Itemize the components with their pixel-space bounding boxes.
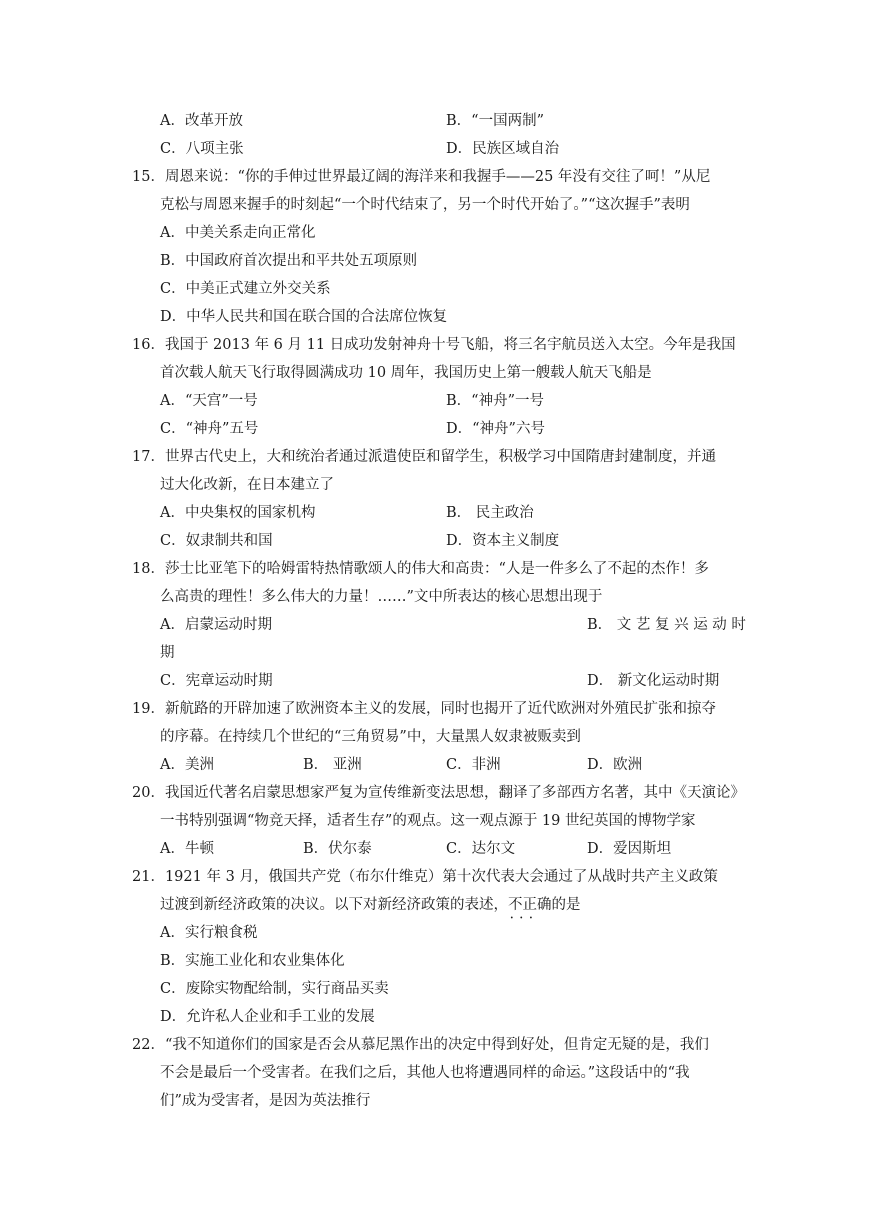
q14-option-c: C．八项主张 <box>160 141 244 157</box>
q21-option-b: B．实施工业化和农业集体化 <box>160 953 345 969</box>
q17-option-c: C．奴隶制共和国 <box>160 533 273 549</box>
q22-stem-line-1: 22．“我不知道你们的国家是否会从慕尼黑作出的决定中得到好处，但肯定无疑的是，我们 <box>132 1037 709 1053</box>
q21-stem-line-1: 21．1921 年 3 月，俄国共产党（布尔什维克）第十次代表大会通过了从战时共产主义政策 <box>132 869 718 885</box>
q15-option-c: C．中美正式建立外交关系 <box>160 281 331 297</box>
q21-option-a: A．实行粮食税 <box>160 925 258 941</box>
q14-option-a: A．改革开放 <box>160 113 243 129</box>
q17-option-b: B． 民主政治 <box>446 505 534 521</box>
q16-option-c: C．“神舟”五号 <box>160 421 259 437</box>
q16-option-b: B．“神舟”一号 <box>446 393 544 409</box>
q17-stem-line-2: 过大化改新，在日本建立了 <box>160 477 334 493</box>
q15-stem-line-2: 克松与周恩来握手的时刻起“一个时代结束了，另一个时代开始了。”“这次握手”表明 <box>160 197 690 213</box>
q17-stem-line-1: 17．世界古代史上，大和统治者通过派遣使臣和留学生，积极学习中国隋唐封建制度，并通 <box>132 449 716 465</box>
q14-option-b: B．“一国两制” <box>446 113 544 129</box>
q20-option-a: A．牛顿 <box>160 841 214 857</box>
q22-stem-line-2: 不会是最后一个受害者。在我们之后，其他人也将遭遇同样的命运。”这段话中的“我 <box>160 1065 690 1081</box>
q20-option-c: C．达尔文 <box>446 841 516 857</box>
q18-stem-line-2: 么高贵的理性！多么伟大的力量！……”文中所表达的核心思想出现于 <box>160 589 603 605</box>
q19-option-c: C．非洲 <box>446 757 501 773</box>
q16-option-a: A．“天宫”一号 <box>160 393 258 409</box>
q16-stem-line-1: 16．我国于 2013 年 6 月 11 日成功发射神舟十号飞船，将三名宇航员送入太空。今年是我国 <box>132 337 736 353</box>
q20-option-d: D．爱因斯坦 <box>587 841 672 857</box>
q19-option-b: B． 亚洲 <box>303 757 362 773</box>
q18-option-c: C．宪章运动时期 <box>160 673 273 689</box>
q16-stem-line-2: 首次载人航天飞行取得圆满成功 10 周年，我国历史上第一艘载人航天飞船是 <box>160 365 652 381</box>
q19-option-d: D．欧洲 <box>587 757 643 773</box>
q14-option-d: D．民族区域自治 <box>446 141 560 157</box>
q15-stem-line-1: 15．周恩来说：“你的手伸过世界最辽阔的海洋来和我握手——25 年没有交往了呵！”从尼 <box>132 169 711 185</box>
q21-option-c: C．废除实物配给制，实行商品买卖 <box>160 981 389 997</box>
q21-stem-tail: 的是 <box>551 897 581 913</box>
q15-option-b: B．中国政府首次提出和平共处五项原则 <box>160 253 418 269</box>
q17-option-a: A．中央集权的国家机构 <box>160 505 316 521</box>
q22-stem-line-3: 们”成为受害者，是因为英法推行 <box>160 1093 371 1109</box>
q20-stem-line-1: 20．我国近代著名启蒙思想家严复为宣传维新变法思想，翻译了多部西方名著，其中《天演论》 <box>132 785 745 801</box>
q15-option-d: D．中华人民共和国在联合国的合法席位恢复 <box>160 309 448 325</box>
q19-stem-line-1: 19．新航路的开辟加速了欧洲资本主义的发展，同时也揭开了近代欧洲对外殖民扩张和掠夺 <box>132 701 716 717</box>
q19-stem-line-2: 的序幕。在持续几个世纪的“三角贸易”中，大量黑人奴隶被贩卖到 <box>160 729 581 745</box>
q15-option-a: A．中美关系走向正常化 <box>160 225 316 241</box>
q21-stem-line-2 <box>160 893 581 914</box>
q16-option-d: D．“神舟”六号 <box>446 421 545 437</box>
q18-option-b-wrap: 期 <box>160 645 175 661</box>
q20-option-b: B．伏尔泰 <box>303 841 372 857</box>
q18-option-a: A．启蒙运动时期 <box>160 617 272 633</box>
q17-option-d: D．资本主义制度 <box>446 533 560 549</box>
q21-option-d: D．允许私人企业和手工业的发展 <box>160 1009 375 1025</box>
q18-option-d: D． 新文化运动时期 <box>587 673 720 689</box>
q18-option-b: B． 文 艺 复 兴 运 动 时 <box>587 617 746 633</box>
q21-emphasis: 不正确 ••• <box>508 897 552 913</box>
q19-option-a: A．美洲 <box>160 757 214 773</box>
q20-stem-line-2: 一书特别强调“物竞天择，适者生存”的观点。这一观点源于 19 世纪英国的博物学家 <box>160 813 696 829</box>
q18-stem-line-1: 18．莎士比亚笔下的哈姆雷特热情歌颂人的伟大和高贵：“人是一件多么了不起的杰作！多 <box>132 561 709 577</box>
q21-stem-text: 过渡到新经济政策的决议。以下对新经济政策的表述， <box>160 897 508 913</box>
